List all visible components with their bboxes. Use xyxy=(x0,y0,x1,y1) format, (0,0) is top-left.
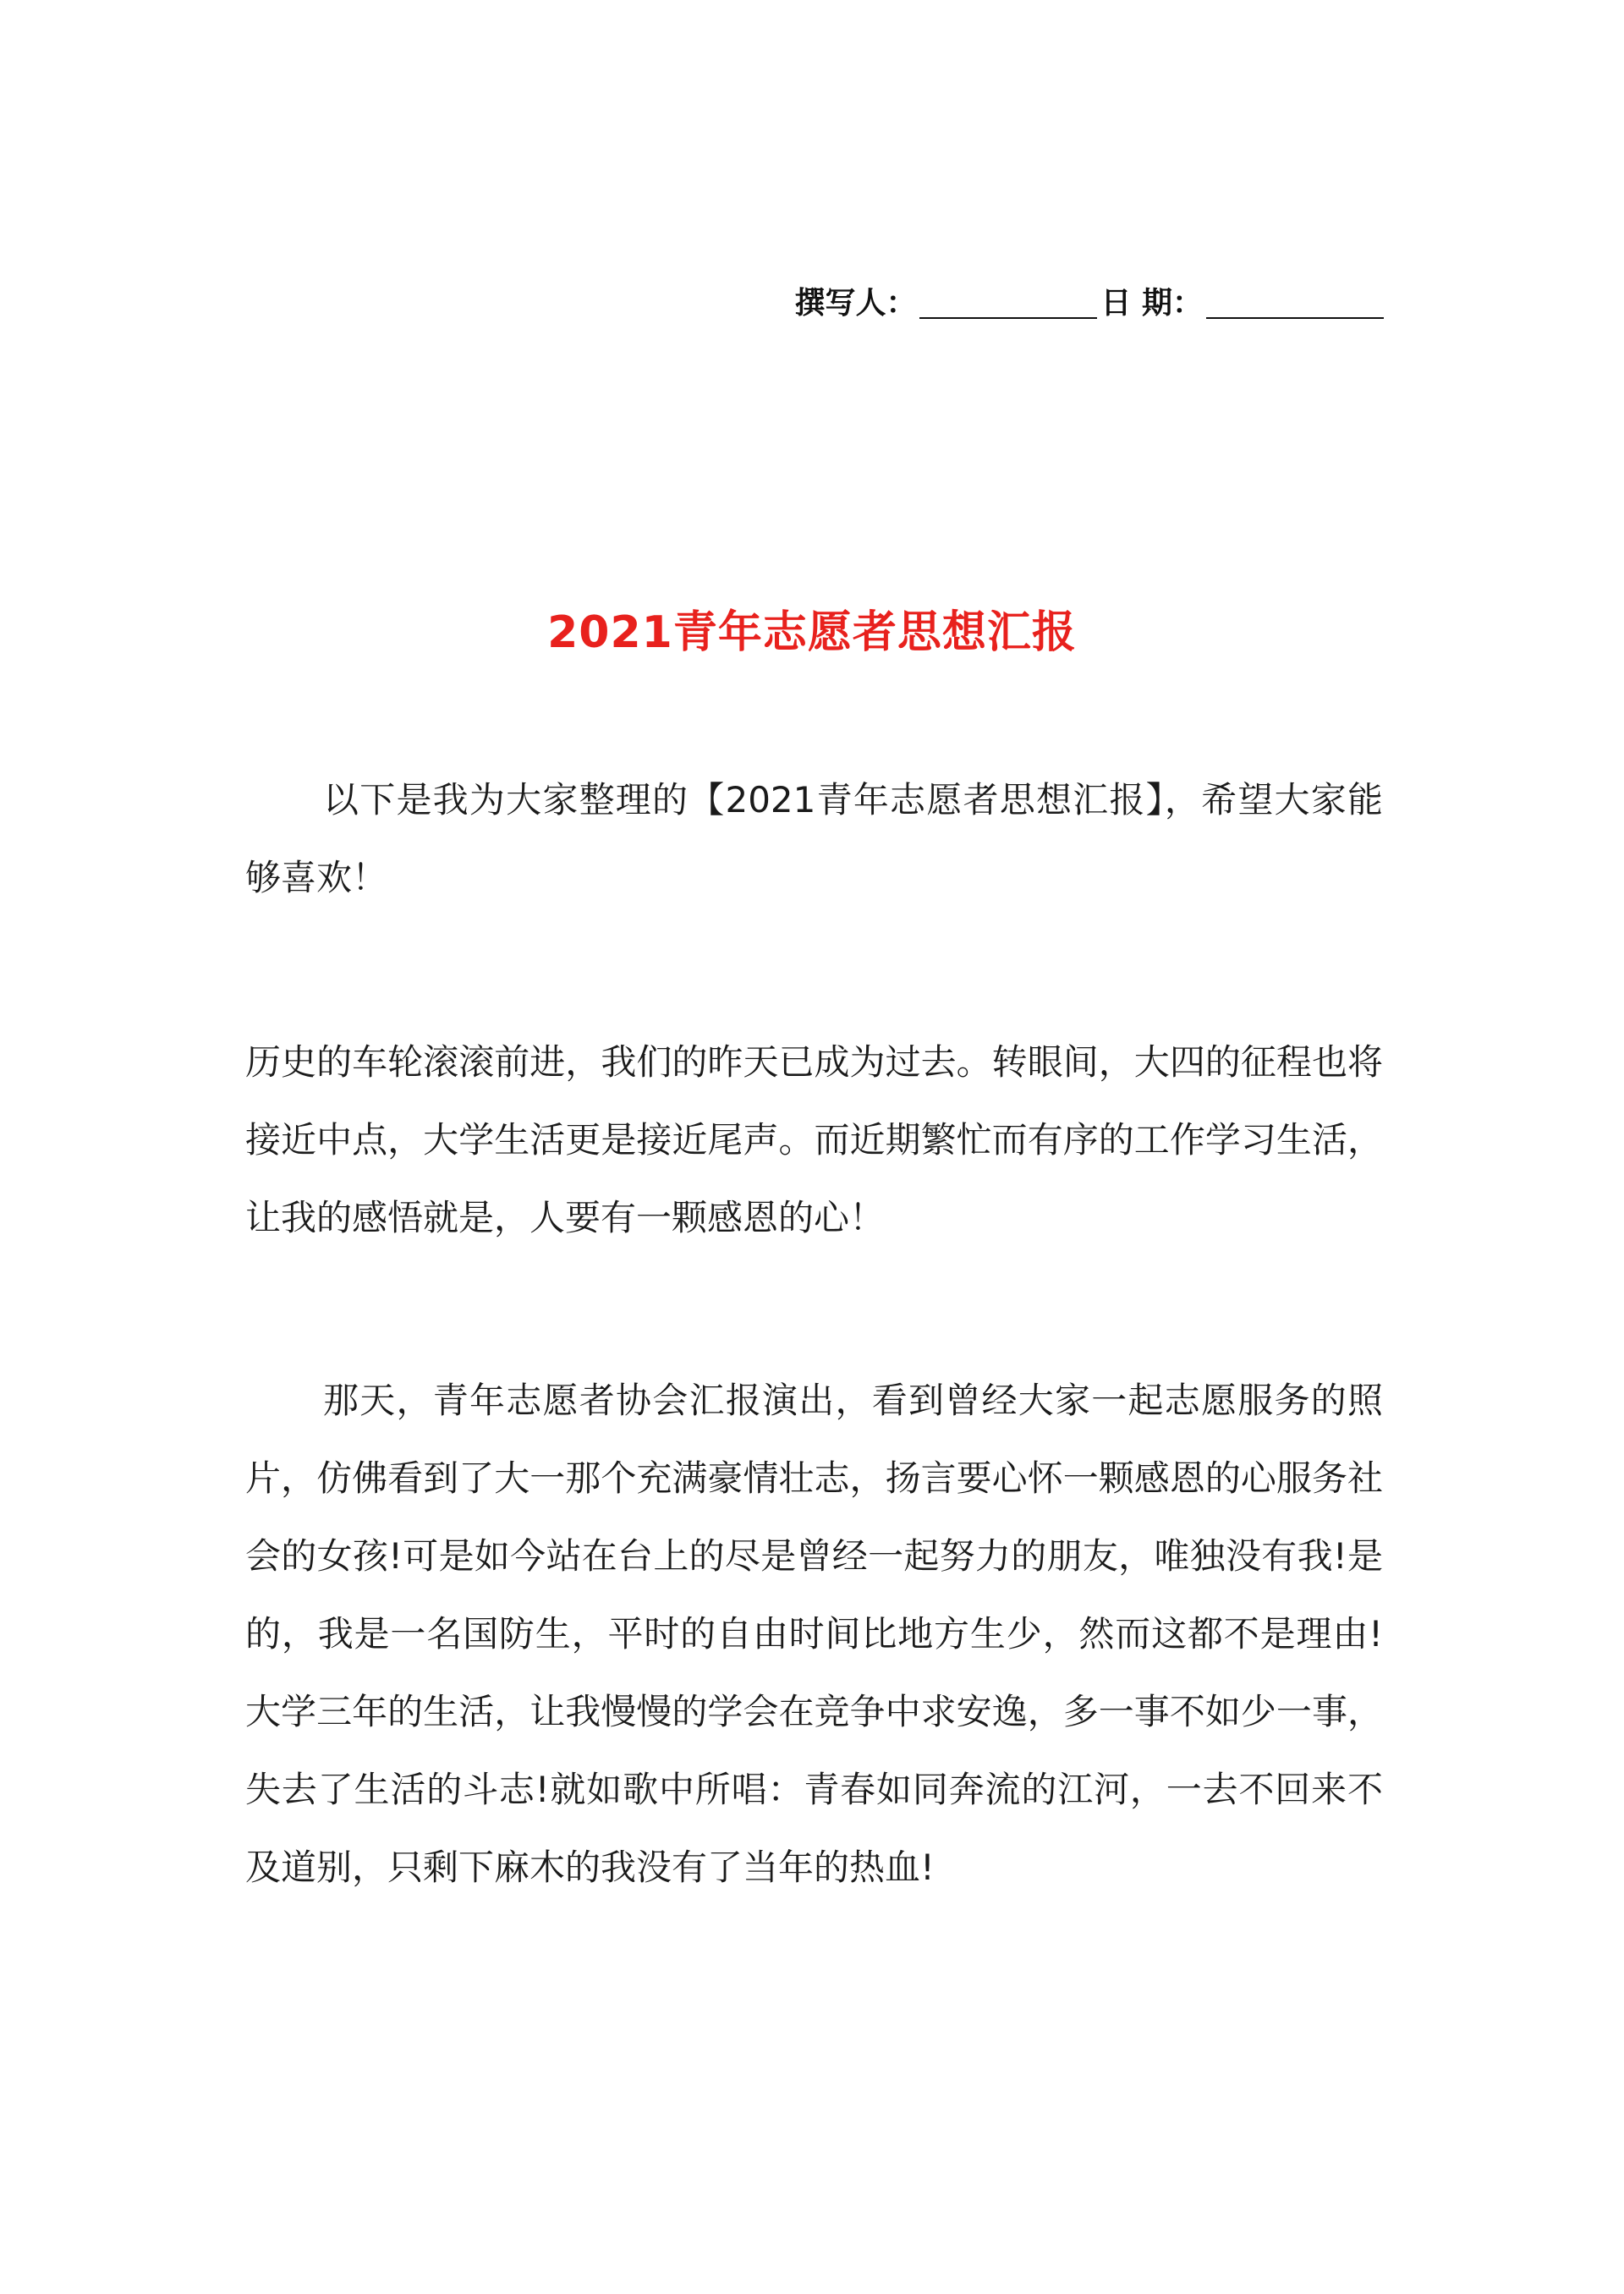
paragraph-history xyxy=(245,1024,1383,1257)
paragraph-intro xyxy=(245,761,1383,917)
paragraph-text: 那天，青年志愿者协会汇报演出，看到曾经大家一起志愿服务的照片，仿佛看到了大一那个充满豪情壮志，扬言要心怀一颗感恩的心服务社会的女孩!可是如今站在台上的尽是曾经一起努力的朋友，唯独没有我!是的，我是一名国防生，平时的自由时间比地方生少，然而这都不是理由!大学三年的生活，让我慢慢的学会在竞争中求安逸，多一事不如少一事，失去了生活的斗志!就如歌中所唱：青春如同奔流的江河，一去不回来不及道别，只剩下麻木的我没有了当年的热血! xyxy=(245,1380,1383,1888)
date-label: 日 期： xyxy=(1100,286,1203,321)
author-date-line xyxy=(794,279,1387,322)
author-blank-field[interactable] xyxy=(919,292,1097,319)
date-blank-field[interactable] xyxy=(1206,292,1384,319)
paragraph-text: 以下是我为大家整理的【2021青年志愿者思想汇报】，希望大家能够喜欢！ xyxy=(245,779,1383,898)
paragraph-text: 历史的车轮滚滚前进，我们的昨天已成为过去。转眼间，大四的征程也将接近中点，大学生活更是接近尾声。而近期繁忙而有序的工作学习生活，让我的感悟就是，人要有一颗感恩的心！ xyxy=(245,1041,1383,1238)
paragraph-volunteer xyxy=(245,1362,1383,1907)
document-title: 2021青年志愿者思想汇报 xyxy=(547,607,1077,658)
author-label: 撰写人： xyxy=(794,286,917,321)
